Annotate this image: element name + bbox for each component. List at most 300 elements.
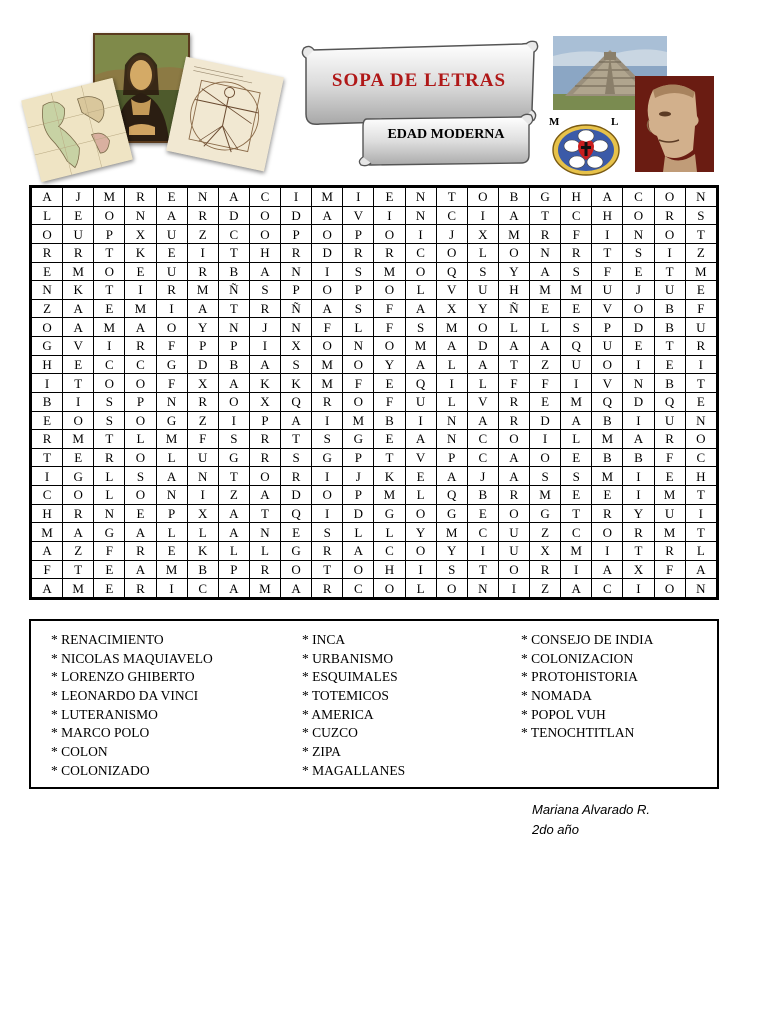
grid-cell: X bbox=[436, 299, 467, 318]
grid-cell: M bbox=[156, 560, 187, 579]
grid-cell: M bbox=[592, 430, 623, 449]
grid-cell: I bbox=[312, 467, 343, 486]
grid-cell: A bbox=[63, 299, 94, 318]
grid-cell: O bbox=[343, 560, 374, 579]
grid-cell: I bbox=[281, 188, 312, 207]
grid-cell: Q bbox=[592, 392, 623, 411]
grid-cell: I bbox=[156, 579, 187, 598]
grid-cell: I bbox=[125, 281, 156, 300]
grid-row bbox=[32, 262, 717, 281]
grid-cell: M bbox=[561, 541, 592, 560]
grid-cell: B bbox=[218, 262, 249, 281]
grid-cell: O bbox=[125, 411, 156, 430]
grid-cell: D bbox=[623, 392, 654, 411]
grid-cell: R bbox=[530, 560, 561, 579]
grid-cell: O bbox=[218, 392, 249, 411]
grid-cell: C bbox=[623, 188, 654, 207]
grid-cell: A bbox=[405, 299, 436, 318]
word-item: * RENACIMIENTO bbox=[51, 632, 164, 647]
grid-cell: R bbox=[343, 243, 374, 262]
grid-cell: E bbox=[125, 504, 156, 523]
grid-row bbox=[32, 448, 717, 467]
grid-cell: A bbox=[32, 541, 63, 560]
grid-row bbox=[32, 430, 717, 449]
grid-cell: S bbox=[561, 467, 592, 486]
grid-cell: K bbox=[249, 374, 280, 393]
grid-cell: R bbox=[685, 337, 716, 356]
grid-cell: O bbox=[405, 504, 436, 523]
grid-cell: V bbox=[436, 281, 467, 300]
grid-cell: T bbox=[94, 430, 125, 449]
grid-cell: B bbox=[218, 355, 249, 374]
grid-cell: B bbox=[498, 188, 529, 207]
grid-cell: F bbox=[498, 374, 529, 393]
grid-cell: I bbox=[405, 560, 436, 579]
grid-cell: G bbox=[312, 448, 343, 467]
grid-row bbox=[32, 486, 717, 505]
grid-cell: R bbox=[498, 486, 529, 505]
grid-cell: E bbox=[125, 262, 156, 281]
grid-cell: E bbox=[63, 206, 94, 225]
grid-cell: T bbox=[592, 243, 623, 262]
grid-cell: R bbox=[374, 243, 405, 262]
grid-cell: E bbox=[374, 430, 405, 449]
grid-cell: N bbox=[623, 225, 654, 244]
grid-cell: E bbox=[654, 355, 685, 374]
grid-cell: C bbox=[374, 541, 405, 560]
grid-cell: M bbox=[125, 299, 156, 318]
grid-cell: T bbox=[467, 560, 498, 579]
grid-cell: F bbox=[530, 374, 561, 393]
grid-cell: Y bbox=[405, 523, 436, 542]
old-map-image bbox=[21, 78, 133, 182]
grid-cell: U bbox=[156, 225, 187, 244]
grid-cell: T bbox=[218, 467, 249, 486]
word-item: * MARCO POLO bbox=[51, 725, 150, 741]
grid-cell: H bbox=[32, 355, 63, 374]
grid-cell: G bbox=[156, 411, 187, 430]
grid-cell: Y bbox=[436, 541, 467, 560]
grid-cell: N bbox=[685, 411, 716, 430]
grid-cell: O bbox=[249, 225, 280, 244]
grid-cell: E bbox=[685, 281, 716, 300]
word-item: * COLONIZACION bbox=[521, 650, 634, 666]
grid-row bbox=[32, 206, 717, 225]
grid-cell: T bbox=[685, 523, 716, 542]
grid-cell: S bbox=[94, 392, 125, 411]
grid-cell: L bbox=[436, 392, 467, 411]
word-item: * PROTOHISTORIA bbox=[521, 669, 638, 685]
grid-cell: A bbox=[343, 541, 374, 560]
grid-cell: L bbox=[343, 523, 374, 542]
grid-cell: Z bbox=[187, 225, 218, 244]
grid-cell: F bbox=[343, 374, 374, 393]
grid-cell: M bbox=[561, 392, 592, 411]
grid-cell: E bbox=[374, 188, 405, 207]
grid-cell: A bbox=[312, 299, 343, 318]
grid-cell: P bbox=[218, 560, 249, 579]
grid-cell: K bbox=[281, 374, 312, 393]
grid-cell: E bbox=[561, 448, 592, 467]
grid-cell: T bbox=[436, 188, 467, 207]
grid-cell: O bbox=[685, 430, 716, 449]
grid-cell: J bbox=[63, 188, 94, 207]
grid-cell: A bbox=[156, 467, 187, 486]
grid-cell: P bbox=[281, 225, 312, 244]
grid-cell: A bbox=[63, 318, 94, 337]
grid-cell: R bbox=[561, 243, 592, 262]
grid-cell: B bbox=[467, 486, 498, 505]
grid-cell: F bbox=[654, 560, 685, 579]
grid-cell: J bbox=[436, 225, 467, 244]
grid-cell: O bbox=[32, 225, 63, 244]
grid-cell: O bbox=[125, 374, 156, 393]
grid-cell: A bbox=[467, 355, 498, 374]
grid-cell: J bbox=[467, 467, 498, 486]
grid-cell: O bbox=[343, 392, 374, 411]
grid-cell: E bbox=[94, 579, 125, 598]
grid-cell: A bbox=[32, 579, 63, 598]
grid-cell: O bbox=[32, 318, 63, 337]
grid-cell: S bbox=[94, 411, 125, 430]
word-item: * LUTERANISMO bbox=[51, 706, 158, 722]
grid-cell: T bbox=[685, 486, 716, 505]
grid-cell: Q bbox=[654, 392, 685, 411]
grid-cell: E bbox=[63, 448, 94, 467]
grid-cell: U bbox=[156, 262, 187, 281]
grid-cell: Z bbox=[685, 243, 716, 262]
grid-cell: N bbox=[685, 188, 716, 207]
grid-cell: C bbox=[32, 486, 63, 505]
grid-cell: C bbox=[467, 523, 498, 542]
grid-cell: M bbox=[187, 281, 218, 300]
grid-cell: O bbox=[592, 523, 623, 542]
grid-cell: X bbox=[623, 560, 654, 579]
grid-cell: A bbox=[312, 206, 343, 225]
grid-cell: O bbox=[374, 337, 405, 356]
grid-cell: S bbox=[312, 430, 343, 449]
grid-cell: O bbox=[592, 355, 623, 374]
vitruvian-man-image bbox=[166, 57, 284, 172]
grid-cell: F bbox=[94, 541, 125, 560]
grid-cell: G bbox=[156, 355, 187, 374]
grid-cell: L bbox=[187, 523, 218, 542]
grid-cell: S bbox=[312, 523, 343, 542]
grid-cell: F bbox=[156, 374, 187, 393]
word-item: * COLON bbox=[51, 744, 108, 760]
grid-cell: M bbox=[63, 579, 94, 598]
grid-cell: G bbox=[218, 448, 249, 467]
grid-cell: X bbox=[249, 392, 280, 411]
grid-cell: S bbox=[561, 318, 592, 337]
grid-cell: A bbox=[592, 560, 623, 579]
grid-row bbox=[32, 523, 717, 542]
grid-cell: R bbox=[63, 504, 94, 523]
grid-cell: I bbox=[561, 560, 592, 579]
grid-cell: O bbox=[374, 225, 405, 244]
grid-cell: O bbox=[312, 281, 343, 300]
grid-cell: P bbox=[94, 225, 125, 244]
grid-cell: I bbox=[623, 411, 654, 430]
grid-cell: R bbox=[530, 225, 561, 244]
word-list-box bbox=[29, 619, 719, 789]
grid-cell: L bbox=[94, 467, 125, 486]
grid-cell: T bbox=[654, 262, 685, 281]
grid-cell: M bbox=[530, 281, 561, 300]
grid-cell: A bbox=[125, 523, 156, 542]
grid-cell: C bbox=[467, 430, 498, 449]
grid-cell: S bbox=[343, 262, 374, 281]
grid-row bbox=[32, 504, 717, 523]
grid-cell: I bbox=[187, 486, 218, 505]
grid-cell: R bbox=[125, 188, 156, 207]
grid-cell: U bbox=[498, 523, 529, 542]
grid-cell: B bbox=[654, 318, 685, 337]
grid-cell: C bbox=[592, 579, 623, 598]
grid-cell: M bbox=[685, 262, 716, 281]
grid-cell: V bbox=[63, 337, 94, 356]
grid-cell: E bbox=[32, 262, 63, 281]
grid-cell: L bbox=[467, 243, 498, 262]
word-item: * TOTEMICOS bbox=[302, 688, 389, 704]
word-column-2 bbox=[302, 631, 405, 781]
grid-cell: S bbox=[405, 318, 436, 337]
grid-cell: B bbox=[374, 411, 405, 430]
grid-cell: A bbox=[218, 374, 249, 393]
grid-cell: Q bbox=[281, 504, 312, 523]
grid-cell: O bbox=[156, 318, 187, 337]
grid-cell: O bbox=[312, 337, 343, 356]
grid-cell: N bbox=[94, 504, 125, 523]
grid-cell: Z bbox=[218, 486, 249, 505]
grid-cell: S bbox=[623, 243, 654, 262]
grid-cell: F bbox=[312, 318, 343, 337]
grid-cell: I bbox=[405, 411, 436, 430]
grid-cell: Ñ bbox=[498, 299, 529, 318]
grid-cell: A bbox=[281, 411, 312, 430]
grid-cell: S bbox=[436, 560, 467, 579]
grid-cell: M bbox=[156, 430, 187, 449]
grid-cell: A bbox=[436, 337, 467, 356]
grid-cell: X bbox=[187, 504, 218, 523]
grid-cell: O bbox=[498, 430, 529, 449]
grid-cell: M bbox=[32, 523, 63, 542]
grid-cell: R bbox=[125, 541, 156, 560]
grid-cell: O bbox=[374, 281, 405, 300]
grid-cell: R bbox=[654, 541, 685, 560]
grid-cell: G bbox=[374, 504, 405, 523]
grid-cell: T bbox=[63, 374, 94, 393]
grid-cell: C bbox=[218, 225, 249, 244]
grid-cell: K bbox=[63, 281, 94, 300]
grid-cell: T bbox=[249, 504, 280, 523]
grid-cell: Y bbox=[187, 318, 218, 337]
grid-cell: P bbox=[343, 486, 374, 505]
grid-cell: N bbox=[125, 206, 156, 225]
grid-cell: Q bbox=[436, 486, 467, 505]
word-item: * ZIPA bbox=[302, 744, 341, 760]
grid-cell: N bbox=[685, 579, 716, 598]
word-column-3 bbox=[521, 631, 653, 743]
grid-cell: L bbox=[685, 541, 716, 560]
grid-cell: N bbox=[281, 262, 312, 281]
grid-cell: L bbox=[530, 318, 561, 337]
grid-cell: P bbox=[218, 337, 249, 356]
word-column-1 bbox=[51, 631, 213, 781]
grid-cell: D bbox=[187, 355, 218, 374]
grid-cell: R bbox=[32, 243, 63, 262]
grid-cell: R bbox=[249, 560, 280, 579]
grid-cell: E bbox=[374, 374, 405, 393]
grid-cell: O bbox=[654, 225, 685, 244]
grid-cell: E bbox=[561, 299, 592, 318]
grid-cell: T bbox=[32, 448, 63, 467]
grid-cell: V bbox=[405, 448, 436, 467]
grid-cell: T bbox=[281, 430, 312, 449]
grid-cell: M bbox=[63, 262, 94, 281]
grid-cell: P bbox=[343, 448, 374, 467]
grid-cell: A bbox=[218, 188, 249, 207]
grid-cell: I bbox=[343, 188, 374, 207]
grid-cell: A bbox=[592, 188, 623, 207]
mayan-head-image bbox=[635, 76, 714, 172]
grid-cell: B bbox=[187, 560, 218, 579]
grid-row bbox=[32, 243, 717, 262]
grid-cell: O bbox=[405, 262, 436, 281]
grid-cell: L bbox=[343, 318, 374, 337]
grid-cell: D bbox=[281, 486, 312, 505]
grid-cell: O bbox=[467, 318, 498, 337]
grid-cell: A bbox=[498, 467, 529, 486]
grid-cell: R bbox=[312, 579, 343, 598]
grid-cell: I bbox=[623, 486, 654, 505]
grid-cell: Y bbox=[374, 355, 405, 374]
grid-cell: M bbox=[343, 411, 374, 430]
grid-cell: G bbox=[343, 430, 374, 449]
grid-cell: U bbox=[467, 281, 498, 300]
grid-cell: I bbox=[405, 225, 436, 244]
grid-cell: U bbox=[685, 318, 716, 337]
grid-cell: I bbox=[94, 337, 125, 356]
grid-row bbox=[32, 374, 717, 393]
grid-cell: I bbox=[187, 243, 218, 262]
word-item: * LORENZO GHIBERTO bbox=[51, 669, 195, 685]
grid-cell: I bbox=[561, 374, 592, 393]
grid-cell: I bbox=[592, 541, 623, 560]
grid-row bbox=[32, 467, 717, 486]
grid-cell: T bbox=[94, 243, 125, 262]
grid-cell: N bbox=[218, 318, 249, 337]
grid-cell: M bbox=[405, 337, 436, 356]
grid-cell: N bbox=[405, 188, 436, 207]
grid-cell: L bbox=[467, 374, 498, 393]
grid-cell: N bbox=[623, 374, 654, 393]
grid-cell: M bbox=[436, 318, 467, 337]
grid-cell: L bbox=[249, 541, 280, 560]
grid-cell: G bbox=[530, 188, 561, 207]
grid-cell: R bbox=[94, 448, 125, 467]
grid-cell: L bbox=[156, 523, 187, 542]
grid-cell: H bbox=[498, 281, 529, 300]
grid-cell: Y bbox=[498, 262, 529, 281]
grid-cell: E bbox=[623, 337, 654, 356]
grid-cell: F bbox=[187, 430, 218, 449]
grid-cell: E bbox=[530, 299, 561, 318]
grid-cell: N bbox=[187, 188, 218, 207]
grid-cell: B bbox=[32, 392, 63, 411]
grid-cell: O bbox=[436, 579, 467, 598]
grid-cell: X bbox=[281, 337, 312, 356]
grid-cell: I bbox=[654, 243, 685, 262]
grid-cell: C bbox=[561, 523, 592, 542]
grid-cell: F bbox=[156, 337, 187, 356]
grid-cell: O bbox=[125, 448, 156, 467]
grid-cell: N bbox=[530, 243, 561, 262]
grid-cell: R bbox=[623, 523, 654, 542]
grid-cell: R bbox=[63, 243, 94, 262]
grid-cell: Z bbox=[530, 523, 561, 542]
grid-cell: V bbox=[467, 392, 498, 411]
grid-cell: A bbox=[498, 206, 529, 225]
grid-cell: A bbox=[436, 467, 467, 486]
grid-cell: A bbox=[498, 448, 529, 467]
grid-cell: R bbox=[654, 430, 685, 449]
grid-cell: I bbox=[685, 355, 716, 374]
grid-cell: D bbox=[530, 411, 561, 430]
grid-cell: N bbox=[436, 411, 467, 430]
author-name: Mariana Alvarado R. bbox=[532, 802, 651, 817]
grid-cell: F bbox=[685, 299, 716, 318]
grid-cell: O bbox=[312, 486, 343, 505]
grid-cell: G bbox=[281, 541, 312, 560]
grid-cell: X bbox=[187, 374, 218, 393]
grid-cell: P bbox=[436, 448, 467, 467]
grid-cell: J bbox=[249, 318, 280, 337]
grid-row bbox=[32, 337, 717, 356]
grid-cell: E bbox=[281, 523, 312, 542]
grid-cell: S bbox=[467, 262, 498, 281]
grid-table bbox=[31, 187, 717, 598]
grid-row bbox=[32, 281, 717, 300]
grid-cell: O bbox=[654, 188, 685, 207]
grid-cell: R bbox=[156, 281, 187, 300]
grid-cell: A bbox=[249, 262, 280, 281]
grid-cell: A bbox=[685, 560, 716, 579]
grid-cell: Z bbox=[530, 579, 561, 598]
grid-cell: R bbox=[125, 337, 156, 356]
grid-cell: D bbox=[281, 206, 312, 225]
grid-cell: T bbox=[94, 281, 125, 300]
grid-cell: K bbox=[374, 467, 405, 486]
grid-cell: A bbox=[218, 504, 249, 523]
grid-cell: H bbox=[32, 504, 63, 523]
grid-cell: R bbox=[281, 243, 312, 262]
grid-cell: F bbox=[374, 318, 405, 337]
grid-cell: D bbox=[343, 504, 374, 523]
grid-cell: T bbox=[530, 206, 561, 225]
grid-cell: I bbox=[623, 355, 654, 374]
grid-cell: R bbox=[498, 411, 529, 430]
word-item: * TENOCHTITLAN bbox=[521, 725, 635, 741]
grid-cell: J bbox=[623, 281, 654, 300]
grid-cell: C bbox=[436, 206, 467, 225]
grid-cell: A bbox=[498, 337, 529, 356]
word-item: * ESQUIMALES bbox=[302, 669, 398, 685]
grid-cell: A bbox=[530, 262, 561, 281]
grid-cell: E bbox=[405, 467, 436, 486]
grid-cell: Ñ bbox=[281, 299, 312, 318]
grid-cell: I bbox=[156, 299, 187, 318]
